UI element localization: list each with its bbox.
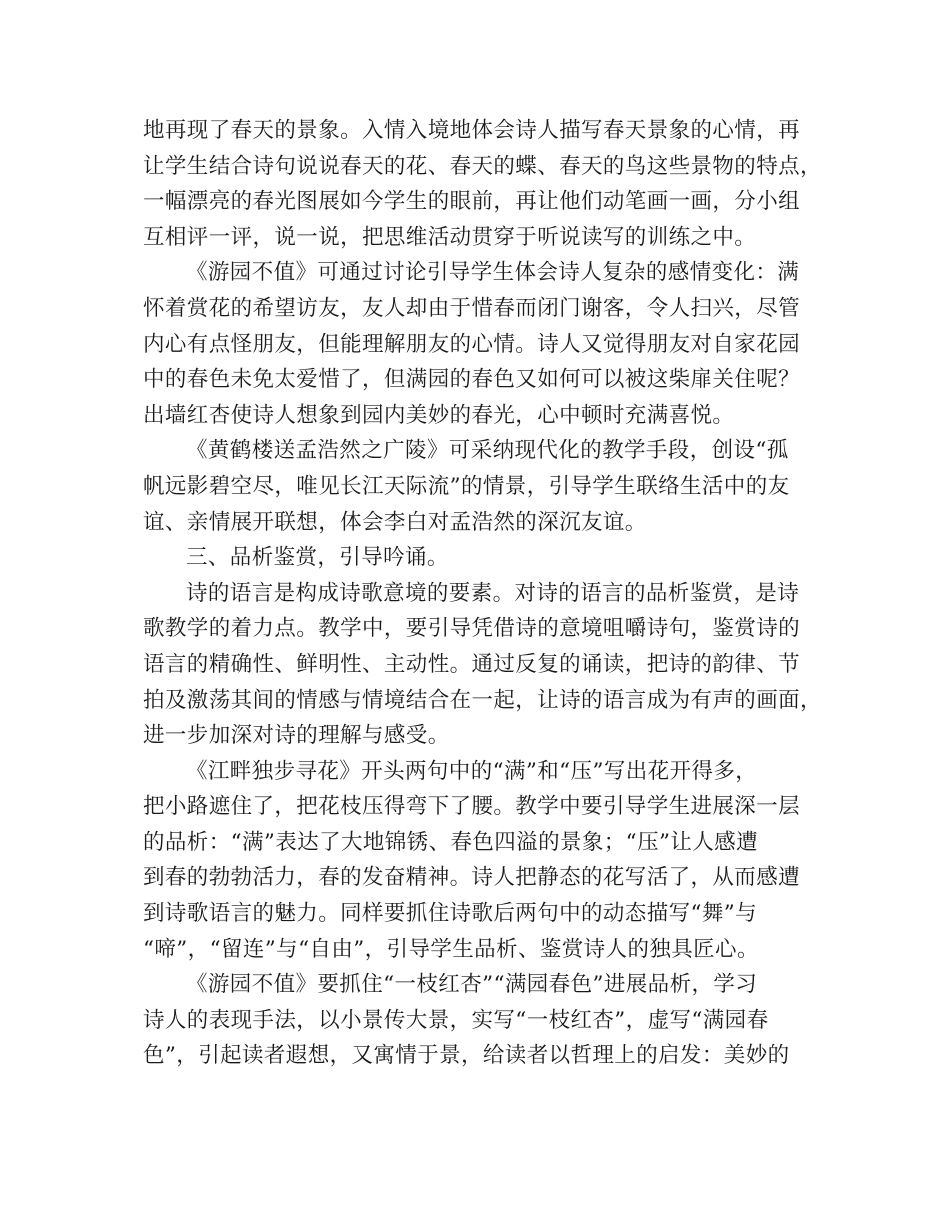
text-line: 让学生结合诗句说说春天的花、春天的蝶、春天的鸟这些景物的特点，: [143, 153, 822, 179]
text-line: 一幅漂亮的春光图展如今学生的眼前，再让他们动笔画一画，分小组: [143, 189, 801, 215]
text-line: 帆远影碧空尽，唯见长江天际流”的情景，引导学生联络生活中的友: [143, 473, 790, 499]
text-line: 《黄鹤楼送孟浩然之广陵》可采纳现代化的教学手段，创设“孤: [186, 438, 789, 464]
text-line: 的品析：“满”表达了大地锦锈、春色四溢的景象；“压”让人感遭: [143, 829, 758, 855]
text-line: 到诗歌语言的魅力。同样要抓住诗歌后两句中的动态描写“舞”与: [143, 901, 758, 927]
text-line: 色”，引起读者遐想，又寓情于景，给读者以哲理上的启发：美妙的: [143, 1043, 790, 1069]
text-line: 诗的语言是构成诗歌意境的要素。对诗的语言的品析鉴赏，是诗: [186, 580, 800, 606]
text-line: 三、品析鉴赏，引导吟诵。: [186, 545, 449, 571]
text-line: 互相评一评，说一说，把思维活动贯穿于听说读写的训练之中。: [143, 224, 757, 250]
text-line: 语言的精确性、鲜明性、主动性。通过反复的诵读，把诗的韵律、节: [143, 651, 801, 677]
text-line: 谊、亲情展开联想，体会李白对孟浩然的深沉友谊。: [143, 509, 647, 535]
text-line: 诗人的表现手法，以小景传大景，实写“一枝红杏”，虚写“满园春: [143, 1007, 769, 1033]
text-line: 出墙红杏使诗人想象到园内美妙的春光，心中顿时充满喜悦。: [143, 402, 735, 428]
text-line: 拍及激荡其间的情感与情境结合在一起，让诗的语言成为有声的画面，: [143, 687, 822, 713]
text-line: 地再现了春天的景象。入情入境地体会诗人描写春天景象的心情，再: [143, 118, 801, 143]
text-line: “啼”，“留连”与“自由”，引导学生品析、鉴赏诗人的独具匠心。: [143, 936, 759, 962]
text-line: 中的春色未免太爱惜了，但满园的春色又如何可以被这柴扉关住呢？: [143, 367, 801, 393]
text-line: 歌教学的着力点。教学中，要引导凭借诗的意境咀嚼诗句，鉴赏诗的: [143, 616, 801, 642]
text-line: 到春的勃勃活力，春的发奋精神。诗人把静态的花写活了，从而感遭: [143, 865, 801, 891]
text-line: 《游园不值》可通过讨论引导学生体会诗人复杂的感情变化：满: [186, 260, 800, 286]
text-line: 《游园不值》要抓住“一枝红杏”“满园春色”进展品析，学习: [186, 972, 758, 998]
text-line: 把小路遮住了，把花枝压得弯下了腰。教学中要引导学生进展深一层: [143, 794, 801, 820]
text-line: 进一步加深对诗的理解与感受。: [143, 723, 450, 749]
text-line: 内心有点怪朋友，但能理解朋友的心情。诗人又觉得朋友对自家花园: [143, 331, 801, 357]
text-line: 怀着赏花的希望访友，友人却由于惜春而闭门谢客，令人扫兴，尽管: [143, 295, 801, 321]
document-body: [143, 113, 823, 1074]
text-line: 《江畔独步寻花》开头两句中的“满”和“压”写出花开得多，: [186, 758, 758, 784]
